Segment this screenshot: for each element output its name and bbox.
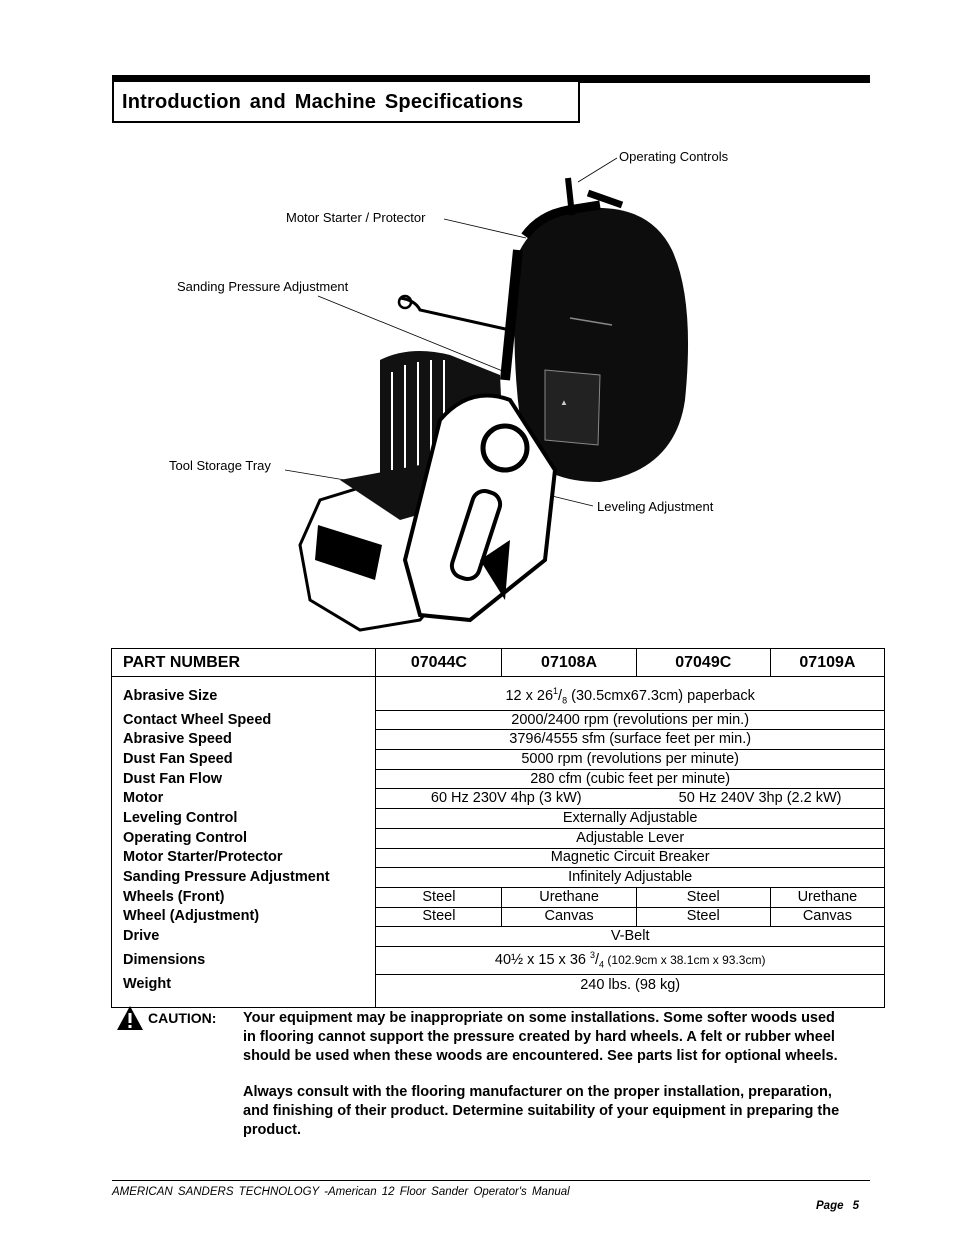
row-label: Sanding Pressure Adjustment — [112, 868, 376, 888]
table-row — [112, 828, 885, 848]
caution-text — [243, 1009, 843, 1158]
table-row — [112, 868, 885, 888]
table-row — [112, 789, 885, 809]
row-value: Canvas — [770, 907, 884, 927]
callout-tool-storage: Tool Storage Tray — [169, 458, 271, 473]
row-label: Leveling Control — [112, 809, 376, 829]
row-label: Abrasive Speed — [112, 730, 376, 750]
header-part-number: PART NUMBER — [112, 649, 376, 677]
table-row — [112, 907, 885, 927]
header-07109a: 07109A — [770, 649, 884, 677]
page-number: Page 5 — [816, 1200, 860, 1212]
row-value: 50 Hz 240V 3hp (2.2 kW) — [636, 789, 884, 809]
table-row — [112, 769, 885, 789]
row-value: 280 cfm (cubic feet per minute) — [376, 769, 885, 789]
table-row — [112, 974, 885, 1007]
row-label: Contact Wheel Speed — [112, 710, 376, 730]
row-value: 5000 rpm (revolutions per minute) — [376, 750, 885, 770]
footer-manual-title: AMERICAN SANDERS TECHNOLOGY -American 12 Floor Sander Operator's Manual — [112, 1186, 570, 1198]
row-label: Motor — [112, 789, 376, 809]
row-value: 60 Hz 230V 4hp (3 kW) — [376, 789, 636, 809]
row-label: Abrasive Size — [112, 677, 376, 711]
table-row — [112, 946, 885, 974]
row-label: Weight — [112, 974, 376, 1007]
footer-rule — [112, 1180, 870, 1181]
row-value: V-Belt — [376, 927, 885, 947]
warning-icon — [116, 1005, 144, 1031]
row-label: Wheel (Adjustment) — [112, 907, 376, 927]
row-label: Dimensions — [112, 946, 376, 974]
row-label: Drive — [112, 927, 376, 947]
callout-sanding-pressure: Sanding Pressure Adjustment — [177, 279, 349, 294]
header-07049c: 07049C — [636, 649, 770, 677]
caution-label: CAUTION: — [148, 1010, 217, 1026]
table-row — [112, 677, 885, 711]
spec-table — [111, 648, 885, 1008]
table-row — [112, 848, 885, 868]
row-value: 12 x $26^1/_8$ (30.5cmx67.3cm) paperback — [376, 677, 885, 711]
row-value: 240 lbs. (98 kg) — [376, 974, 885, 1007]
floor-sander-illustration — [0, 140, 954, 640]
row-value: Steel — [376, 887, 502, 907]
row-value: 40½ x 15 x 36 $^3/_4$ (102.9cm x 38.1cm x 93.3cm) — [376, 946, 885, 974]
header-07108a: 07108A — [502, 649, 636, 677]
callout-motor-starter: Motor Starter / Protector — [286, 210, 426, 225]
row-value: 2000/2400 rpm (revolutions per min.) — [376, 710, 885, 730]
table-row — [112, 710, 885, 730]
row-value: Urethane — [502, 887, 636, 907]
table-row — [112, 750, 885, 770]
row-label: Wheels (Front) — [112, 887, 376, 907]
page-title: Introduction and Machine Specifications — [122, 91, 524, 113]
table-row — [112, 730, 885, 750]
row-label: Operating Control — [112, 828, 376, 848]
row-value: Adjustable Lever — [376, 828, 885, 848]
caution-paragraph-2: Always consult with the flooring manufacturer on the proper installation, preparation, and finishing of their product. Determine suitability of your equipment in preparing the product. — [243, 1084, 840, 1138]
row-value: Urethane — [770, 887, 884, 907]
row-value: Steel — [636, 887, 770, 907]
row-value: Canvas — [502, 907, 636, 927]
row-value: Steel — [636, 907, 770, 927]
row-value: Magnetic Circuit Breaker — [376, 848, 885, 868]
caution-paragraph-1: Your equipment may be inappropriate on some installations. Some softer woods used in flooring cannot support the pressure created by hard wheels. A felt or rubber wheel should be used when these woods are encountered. See parts list for optional wheels. — [243, 1010, 838, 1064]
row-value: Externally Adjustable — [376, 809, 885, 829]
table-row — [112, 927, 885, 947]
header-07044c: 07044C — [376, 649, 502, 677]
table-row — [112, 809, 885, 829]
row-label: Dust Fan Speed — [112, 750, 376, 770]
callout-operating-controls: Operating Controls — [619, 149, 729, 164]
section-title-box — [112, 82, 580, 123]
row-value: Infinitely Adjustable — [376, 868, 885, 888]
row-label: Dust Fan Flow — [112, 769, 376, 789]
callout-leveling: Leveling Adjustment — [597, 499, 714, 514]
table-row — [112, 887, 885, 907]
row-value: 3796/4555 sfm (surface feet per min.) — [376, 730, 885, 750]
svg-text:▲: ▲ — [560, 398, 568, 407]
row-value: Steel — [376, 907, 502, 927]
row-label: Motor Starter/Protector — [112, 848, 376, 868]
table-header-row — [112, 649, 885, 677]
